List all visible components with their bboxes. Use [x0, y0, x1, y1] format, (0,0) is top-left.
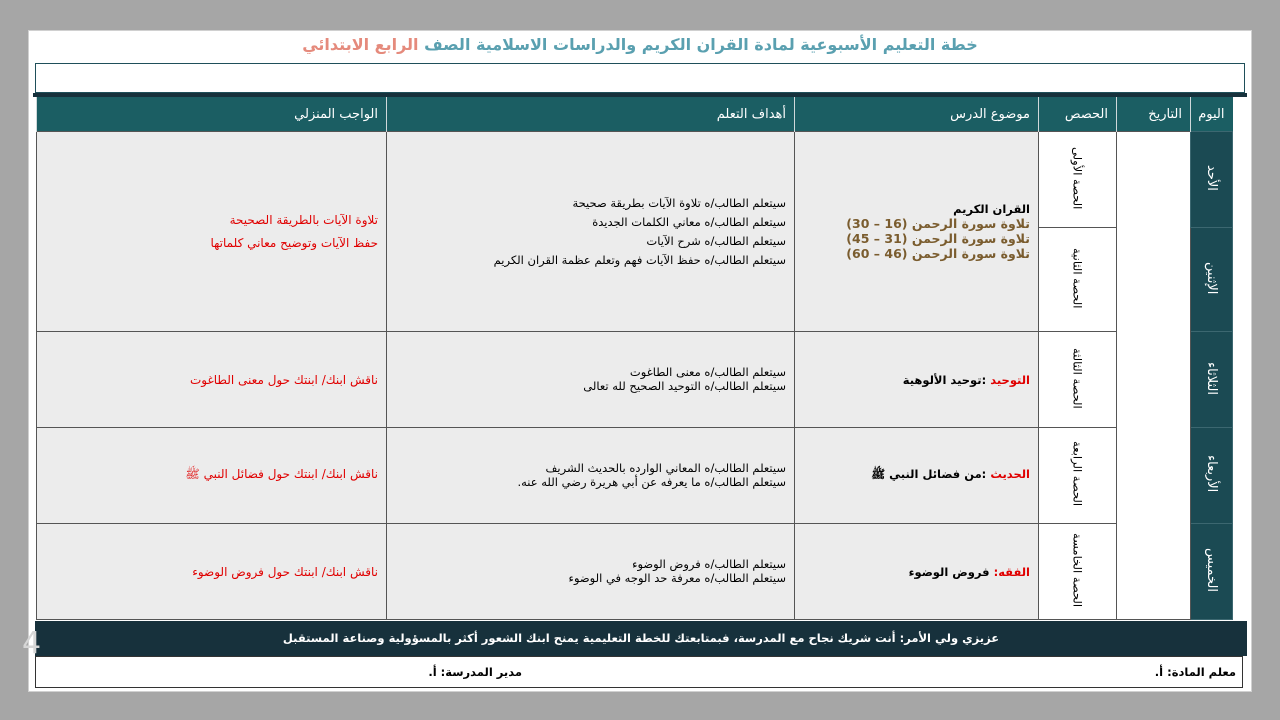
goal-item: سيتعلم الطالب/ه حفظ الآيات فهم وتعلم عظمة القران الكريم: [493, 252, 786, 267]
teacher-name-field[interactable]: [35, 63, 1245, 93]
header-homework: الواجب المنزلي: [37, 97, 387, 132]
topic-label: التوحيد: [990, 372, 1030, 387]
topic-label: الفقه:: [993, 564, 1030, 579]
goal-item: سيتعلم الطالب/ه شرح الآيات: [646, 233, 786, 248]
goals-fiqh: [387, 524, 795, 620]
day-monday: الإثنين: [1191, 228, 1233, 332]
period-5: الحصة الخامسة: [1039, 524, 1117, 620]
plan-sheet: [22, 30, 1252, 692]
day-sunday: الأحد: [1191, 132, 1233, 228]
goal-item: سيتعلم الطالب/ه معنى الطاغوت: [629, 365, 786, 379]
homework-item: حفظ الآيات وتوضيح معاني كلماتها: [210, 236, 378, 250]
title-grade: الرابع الابتدائي: [302, 35, 419, 54]
topic-text: :توحيد الألوهية: [902, 372, 987, 387]
homework-item: ناقش ابنك/ ابنتك حول فروض الوضوء: [192, 564, 378, 579]
goal-item: سيتعلم الطالب/ه فروض الوضوء: [632, 557, 786, 571]
table-row: [37, 524, 1233, 620]
goal-item: سيتعلم الطالب/ه معرفة حد الوجه في الوضوء: [568, 571, 786, 585]
topic-quran-line: تلاوة سورة الرحمن (31 – 45): [846, 231, 1030, 246]
table-row: [37, 332, 1233, 428]
topic-quran: [795, 132, 1039, 332]
homework-tawhid: [37, 332, 387, 428]
homework-item: تلاوة الآيات بالطريقة الصحيحة: [229, 213, 378, 227]
teacher-signature: معلم المادة: أ.: [1154, 665, 1236, 679]
topic-tawhid: [795, 332, 1039, 428]
header-period: الحصص: [1039, 97, 1117, 132]
header-goals: أهداف التعلم: [387, 97, 795, 132]
header-topic: موضوع الدرس: [795, 97, 1039, 132]
day-wednesday: الأربعاء: [1191, 428, 1233, 524]
period-4: الحصة الرابعة: [1039, 428, 1117, 524]
homework-item: ناقش ابنك/ ابنتك حول فضائل النبي ﷺ: [185, 467, 378, 481]
topic-quran-heading: القران الكريم: [953, 202, 1030, 216]
homework-quran: [37, 132, 387, 332]
parent-message: عزيزي ولي الأمر: أنت شريك نجاح مع المدرسة، فبمتابعتك للخطة التعليمية يمنح ابنك الشعور أكثر بالمسؤولية وصناعة المستقبل: [35, 621, 1247, 656]
topic-text: فروض الوضوء: [908, 564, 990, 579]
goals-hadith: [387, 428, 795, 524]
date-cell[interactable]: [1117, 132, 1191, 620]
header-day: اليوم: [1191, 97, 1233, 132]
day-tuesday: الثلاثاء: [1191, 332, 1233, 428]
weekly-plan-table: [36, 97, 1233, 620]
homework-item: ناقش ابنك/ ابنتك حول معنى الطاغوت: [189, 372, 378, 387]
page-title: [29, 35, 1251, 61]
day-thursday: الخميس: [1191, 524, 1233, 620]
goal-item: سيتعلم الطالب/ه المعاني الوارده بالحديث الشريف: [545, 461, 786, 475]
goals-tawhid: [387, 332, 795, 428]
topic-fiqh: [795, 524, 1039, 620]
goals-quran: [387, 132, 795, 332]
goal-item: سيتعلم الطالب/ه التوحيد الصحيح لله تعالى: [583, 379, 786, 393]
homework-fiqh: [37, 524, 387, 620]
table-row: [37, 132, 1233, 228]
watermark-digit: 4: [22, 626, 42, 661]
goal-item: سيتعلم الطالب/ه ما يعرفه عن أبي هريرة رضي الله عنه.: [517, 475, 786, 489]
goal-item: سيتعلم الطالب/ه تلاوة الآيات بطريقة صحيحة: [572, 195, 786, 210]
header-date: التاريخ: [1117, 97, 1191, 132]
period-3: الحصة الثالثة: [1039, 332, 1117, 428]
topic-label: الحديث: [990, 467, 1030, 481]
goal-item: سيتعلم الطالب/ه معاني الكلمات الجديدة: [592, 214, 786, 229]
homework-hadith: [37, 428, 387, 524]
topic-quran-line: تلاوة سورة الرحمن (46 – 60): [846, 246, 1030, 261]
header-row: [37, 97, 1233, 132]
period-1: الحصة الأولى: [1039, 132, 1117, 228]
table-row: [37, 428, 1233, 524]
topic-text: :من فضائل النبي ﷺ: [871, 467, 987, 481]
topic-quran-line: تلاوة سورة الرحمن (16 – 30): [846, 216, 1030, 231]
principal-signature: مدير المدرسة: أ.: [428, 665, 522, 679]
period-2: الحصة الثانية: [1039, 228, 1117, 332]
title-main: خطة التعليم الأسبوعية لمادة القران الكريم والدراسات الاسلامية الصف: [424, 35, 978, 54]
topic-hadith: [795, 428, 1039, 524]
